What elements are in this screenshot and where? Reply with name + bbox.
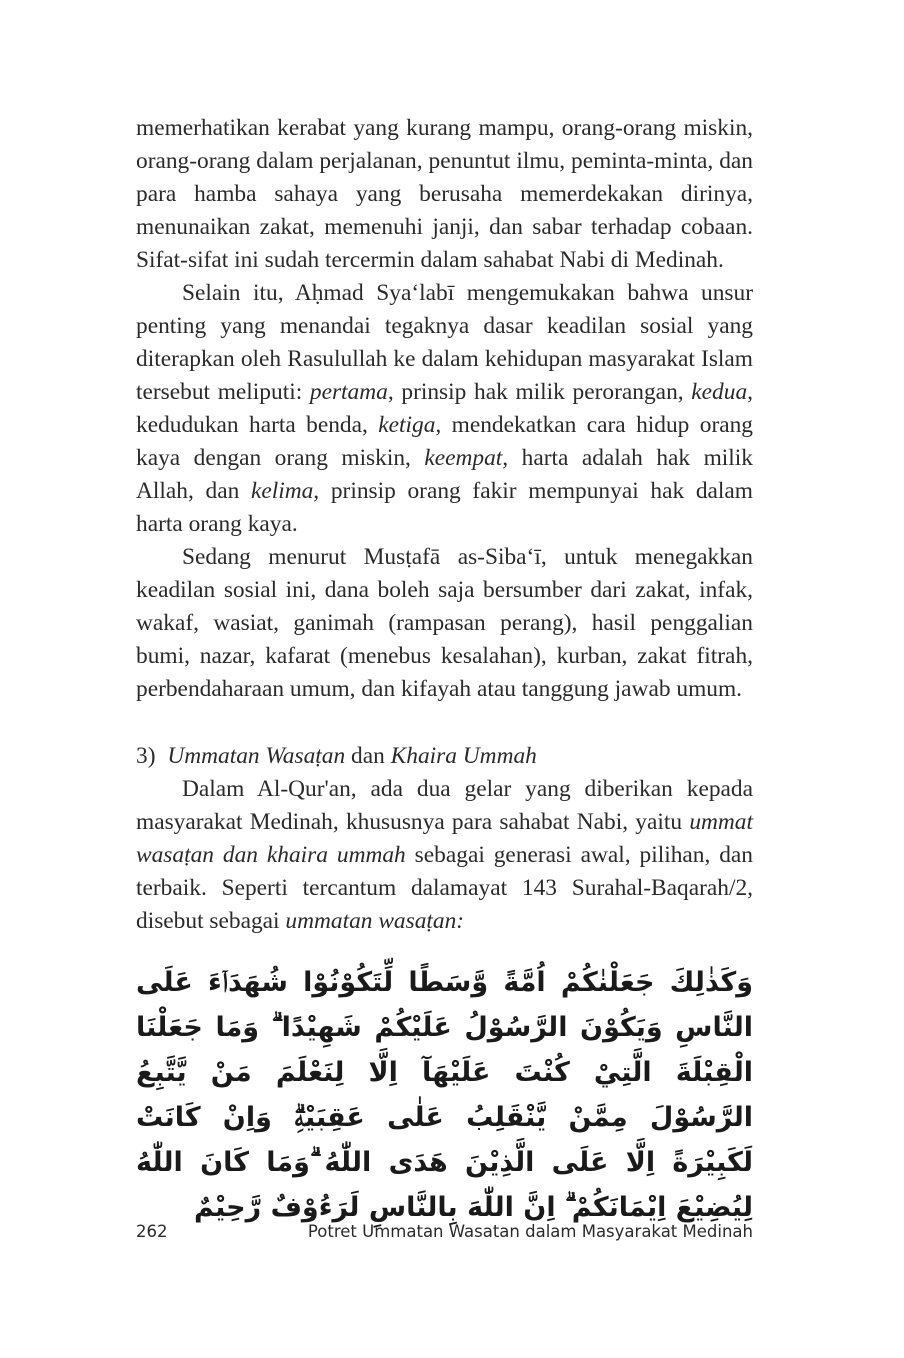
emphasis-pertama: pertama, bbox=[309, 379, 394, 405]
section-title-part-1: Ummatan Wasaṭan bbox=[167, 743, 346, 769]
body-text bbox=[136, 112, 753, 938]
paragraph-4-text: disebut sebagai bbox=[136, 908, 286, 934]
paragraph-4 bbox=[136, 773, 753, 938]
running-title: Potret Ummatan Wasatan dalam Masyarakat Medinah bbox=[307, 1222, 753, 1241]
emphasis-keempat: keempat, bbox=[424, 445, 509, 471]
emphasis-ketiga: ketiga, bbox=[378, 412, 442, 438]
paragraph-2-text: prinsip hak milik perorangan, bbox=[393, 379, 692, 405]
emphasis-ummat-wasatan: ummat wasaṭan dan khaira ummah bbox=[136, 809, 753, 868]
paragraph-4-text: sebagai generasi awal, pilihan, dan terbaik. Seperti tercantum dalamayat 143 Surahal-Baqarah/2 bbox=[136, 842, 753, 901]
section-title-conjunction: dan bbox=[345, 743, 391, 769]
paragraph-4-text: Dalam Al-Qur'an, ada dua gelar yang diberikan kepada masyarakat Medinah, khususnya para sahabat Nabi, yaitu bbox=[136, 776, 753, 835]
paragraph-2 bbox=[136, 277, 753, 541]
paragraph-2-text: kedudukan harta benda, bbox=[136, 412, 379, 438]
quran-verse-arabic: وَكَذٰلِكَ جَعَلْنٰكُمْ اُمَّةً وَّسَطًا لِّتَكُوْنُوْا شُهَدَاۤءَ عَلَى النَّاسِ وَيَكُوْنَ الرَّسُوْلُ عَلَيْكُمْ شَهِيْدًا ۗ وَمَا جَعَلْنَا الْقِبْلَةَ الَّتِيْ كُنْتَ عَلَيْهَآ اِلَّا لِنَعْلَمَ مَنْ يَّتَّبِعُ الرَّسُوْلَ مِمَّنْ يَّنْقَلِبُ عَلٰى عَقِبَيْهِۗ وَاِنْ كَانَتْ لَكَبِيْرَةً اِلَّا عَلَى الَّذِيْنَ هَدَى اللّٰهُ ۗوَمَا كَانَ اللّٰهُ لِيُضِيْعَ اِيْمَانَكُمْ ۗ اِنَّ اللّٰهَ بِالنَّاسِ لَرَءُوْفٌ رَّحِيْمٌ bbox=[136, 967, 753, 1223]
paragraph-2-text: Selain itu, Aḥmad Sya‘labī mengemukakan bahwa unsur penting yang menandai tegaknya dasar keadilan sosial yang diterapkan oleh Rasulullah ke dalam kehidupan masyarakat Islam tersebut meliputi: bbox=[136, 280, 753, 405]
page-number: 262 bbox=[136, 1222, 168, 1241]
paragraph-2-text: mendekatkan cara hidup orang kaya dengan orang miskin, bbox=[136, 412, 754, 471]
paragraph-3: Sedang menurut Musṭafā as-Siba‘ī, untuk menegakkan keadilan sosial ini, dana boleh saja bersumber dari zakat, infak, wakaf, wasiat, ganimah (rampasan perang), hasil penggalian bumi, nazar, kafarat (menebus kesalahan), kurban, zakat fitrah, perbendaharaan umum, dan kifayah atau tanggung jawab umum. bbox=[136, 544, 753, 702]
page-footer bbox=[136, 1222, 753, 1241]
emphasis-kelima: kelima, bbox=[250, 478, 320, 504]
emphasis-ummatan-wasatan: ummatan wasaṭan: bbox=[285, 908, 465, 934]
paragraph-2-text: prinsip orang fakir mempunyai hak dalam harta orang kaya. bbox=[136, 478, 753, 537]
paragraph-1: memerhatikan kerabat yang kurang mampu, orang-orang miskin, orang-orang dalam perjalanan, penuntut ilmu, peminta-minta, dan para hamba sahaya yang berusaha memerdekakan dirinya, menunaikan zakat, memenuhi janji, dan sabar terhadap cobaan. Sifat-sifat ini sudah tercermin dalam sahabat Nabi di Medinah. bbox=[136, 115, 753, 273]
section-number: 3) bbox=[136, 743, 156, 769]
section-spacer bbox=[136, 706, 753, 740]
emphasis-kedua: kedua, bbox=[691, 379, 753, 405]
section-title-part-2: Khaira Ummah bbox=[390, 743, 537, 769]
emphasis-comma: , bbox=[747, 875, 753, 901]
paragraph-2-text: harta adalah hak milik Allah, dan bbox=[136, 445, 753, 504]
section-heading bbox=[136, 740, 753, 773]
